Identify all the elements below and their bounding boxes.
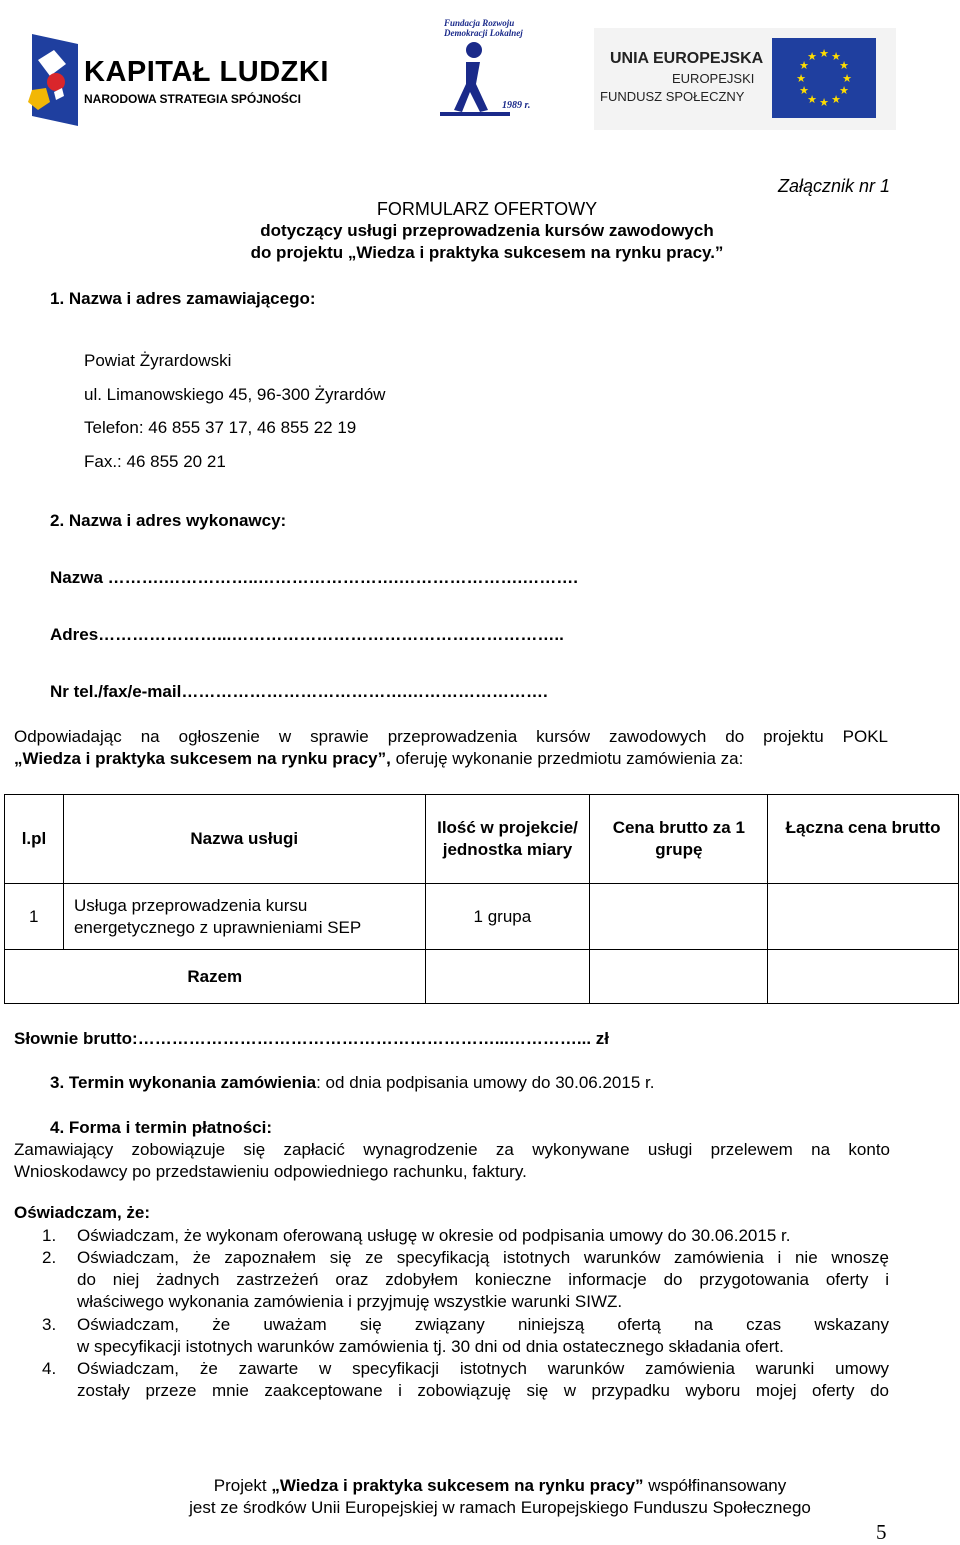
declaration-2-number: 2. <box>42 1248 57 1267</box>
table-total-row <box>5 950 959 1004</box>
form-title-line1: FORMULARZ OFERTOWY <box>376 199 598 219</box>
declaration-1-number: 1. <box>42 1226 57 1245</box>
section2-heading: 2. Nazwa i adres wykonawcy: <box>50 511 287 530</box>
total-label: Razem <box>5 950 426 1004</box>
svg-text:★: ★ <box>839 59 849 72</box>
declaration-3-line1: Oświadczam, że uważam się związany niniejszą ofertą na czas wskazany <box>77 1315 889 1334</box>
project-name: „Wiedza i praktyka sukcesem na rynku pracy”, <box>14 749 391 768</box>
fundacja-logo-text: Fundacja Rozwoju Demokracji Lokalnej <box>444 18 523 38</box>
svg-text:★: ★ <box>831 93 841 106</box>
ordering-party-fax: Fax.: 46 855 20 21 <box>84 451 226 471</box>
header-lp: l.pl <box>5 795 64 884</box>
kapital-ludzki-title: KAPITAŁ LUDZKI <box>84 56 329 88</box>
amount-in-words-field[interactable]: Słownie brutto:………………………………………………………...…………... zł <box>14 1029 609 1048</box>
eu-logo-line3: FUNDUSZ SPOŁECZNY <box>600 89 745 104</box>
offer-table <box>4 794 959 1004</box>
page-number: 5 <box>876 1520 887 1544</box>
declaration-4-line2: zostały przeze mnie zaakceptowane i zobowiązuję się w przypadku wyboru mojej oferty do <box>77 1381 889 1400</box>
svg-text:★: ★ <box>799 84 809 97</box>
footer-line1-post: współfinansowany <box>643 1476 787 1495</box>
declaration-3-line2: w specyfikacji istotnych warunków zamówienia tj. 30 dni od dnia ostatecznego składania ofert. <box>77 1337 784 1356</box>
declaration-2-line2: do niej żadnych zastrzeżeń oraz zdobyłem konieczne informacje do przygotowania oferty i <box>77 1270 889 1289</box>
svg-text:★: ★ <box>807 93 817 106</box>
footer-project-name: „Wiedza i praktyka sukcesem na rynku pracy” <box>271 1476 644 1495</box>
kapital-ludzki-subtitle: NARODOWA STRATEGIA SPÓJNOŚCI <box>84 92 301 106</box>
svg-text:★: ★ <box>819 47 829 60</box>
attachment-label: Załącznik nr 1 <box>777 176 890 196</box>
ordering-party-name: Powiat Żyrardowski <box>84 351 232 370</box>
footer-line1 <box>0 1476 960 1496</box>
total-quantity <box>425 950 590 1004</box>
svg-text:★: ★ <box>839 84 849 97</box>
header-quantity: Ilość w projekcie/ jednostka miary <box>425 795 590 884</box>
ordering-party-address <box>84 344 385 478</box>
declaration-2-line1: Oświadczam, że zapoznałem się ze specyfikacją istotnych warunków zamówienia i nie wnoszę <box>77 1248 889 1267</box>
ordering-party-street: ul. Limanowskiego 45, 96-300 Żyrardów <box>84 384 386 404</box>
svg-text:★: ★ <box>799 59 809 72</box>
section4-line1: Zamawiający zobowiązuje się zapłacić wynagrodzenie za wykonywane usługi przelewem na konto <box>14 1140 890 1159</box>
header-unit-price: Cena brutto za 1 grupę <box>590 795 768 884</box>
footer-line1-pre: Projekt <box>213 1476 272 1495</box>
intro-line2-rest: oferuję wykonanie przedmiotu zamówienia za: <box>390 749 744 768</box>
eu-logo-line1: UNIA EUROPEJSKA <box>610 50 764 67</box>
row-lp: 1 <box>5 884 64 950</box>
svg-text:★: ★ <box>796 72 806 85</box>
section3-heading: 3. Termin wykonania zamówienia <box>50 1073 317 1092</box>
form-title-line3: do projektu „Wiedza i praktyka sukcesem na rynku pracy.” <box>250 243 724 262</box>
kapital-ludzki-emblem-icon <box>24 30 84 130</box>
declaration-2-line3: właściwego wykonania zamówienia i przyjmuję wszystkie warunki SIWZ. <box>77 1292 623 1311</box>
section4-heading: 4. Forma i termin płatności: <box>50 1118 272 1137</box>
footer-line2: jest ze środków Unii Europejskiej w ramach Europejskiego Funduszu Społecznego <box>189 1498 811 1517</box>
svg-text:★: ★ <box>819 96 829 109</box>
fundacja-logo <box>422 10 542 120</box>
svg-text:★: ★ <box>842 72 852 85</box>
svg-text:★: ★ <box>807 50 817 63</box>
section3-text: : od dnia podpisania umowy do 30.06.2015 r. <box>316 1073 655 1092</box>
table-row <box>5 884 959 950</box>
section3 <box>50 1073 654 1093</box>
contractor-name-field[interactable]: Nazwa ……….……………..…………………….………………….………. <box>50 568 578 587</box>
fundacja-year: 1989 r. <box>502 100 531 111</box>
row-unit-price[interactable] <box>590 884 768 950</box>
declaration-1-line1: Oświadczam, że wykonam oferowaną usługę w okresie od podpisania umowy do 30.06.2015 r. <box>77 1226 791 1245</box>
section4-line2: Wnioskodawcy po przedstawieniu odpowiedniego rachunku, faktury. <box>14 1162 527 1181</box>
form-title-line2: dotyczący usługi przeprowadzenia kursów zawodowych <box>260 221 714 240</box>
eu-flag-icon <box>772 38 876 118</box>
section1-heading: 1. Nazwa i adres zamawiającego: <box>50 289 316 308</box>
total-unit-price <box>590 950 768 1004</box>
contractor-address-field[interactable]: Adres…………………...………………………………………………….. <box>50 625 564 644</box>
header-service-name: Nazwa usługi <box>63 795 425 884</box>
row-total-price[interactable] <box>768 884 959 950</box>
row-quantity: 1 grupa <box>425 884 590 950</box>
ordering-party-phone: Telefon: 46 855 37 17, 46 855 22 19 <box>84 418 357 437</box>
eu-logo-line2: EUROPEJSKI <box>672 71 755 86</box>
total-sum[interactable] <box>768 950 959 1004</box>
declaration-4-line1: Oświadczam, że zawarte w specyfikacji istotnych warunków zamówienia warunki umowy <box>77 1359 889 1378</box>
row-service-name: Usługa przeprowadzenia kursu energetycznego z uprawnieniami SEP <box>63 884 425 950</box>
form-title <box>0 198 960 264</box>
table-header-row <box>5 795 959 884</box>
intro-line1: Odpowiadając na ogłoszenie w sprawie przeprowadzenia kursów zawodowych do projektu POKL <box>14 727 888 746</box>
svg-text:★: ★ <box>831 50 841 63</box>
declarations-heading: Oświadczam, że: <box>14 1203 151 1222</box>
contractor-contact-field[interactable]: Nr tel./fax/e-mail………………………………….……………………. <box>50 682 548 701</box>
intro-line2 <box>14 749 743 769</box>
declaration-4-number: 4. <box>42 1359 57 1378</box>
declaration-3-number: 3. <box>42 1315 57 1334</box>
header-total-price: Łączna cena brutto <box>768 795 959 884</box>
